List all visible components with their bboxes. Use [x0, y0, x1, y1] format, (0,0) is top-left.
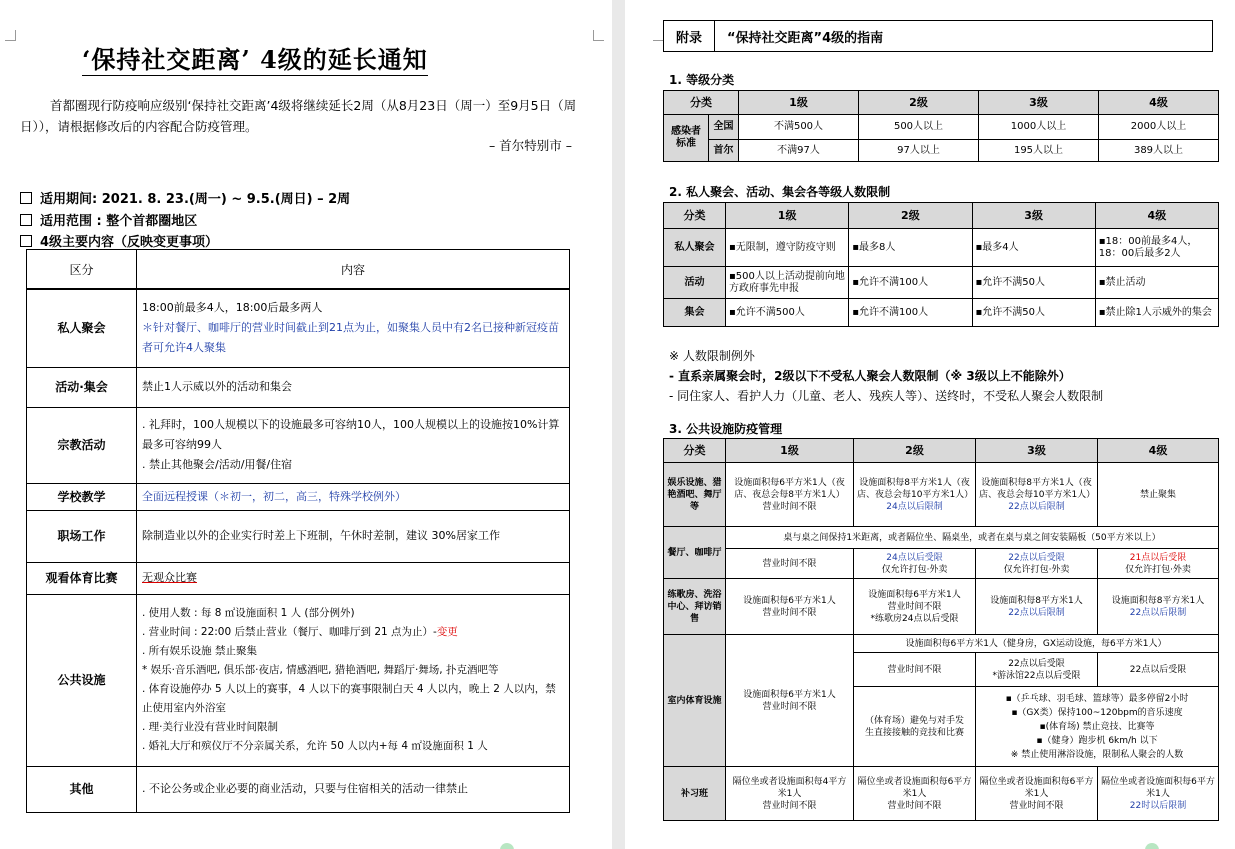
cell-line: 设施面积每8平方米1人（夜店、夜总会每10平方米1人）	[979, 477, 1096, 500]
section-title-gathering-limits: 2. 私人聚会、活动、集会各等级人数限制	[669, 185, 891, 199]
checkbox-icon	[20, 192, 32, 204]
table-header: 分类	[664, 91, 739, 115]
table-cell	[726, 579, 854, 635]
table-header: 1级	[726, 439, 854, 463]
cell-line: 22点以后限制	[1008, 501, 1065, 512]
table-header: 2级	[859, 91, 979, 115]
cell-line: 营业时间不限	[762, 501, 817, 512]
cell-line: ▪(体育场) 禁止竞技、比赛等	[1039, 721, 1155, 732]
table-header: 分类	[664, 439, 726, 463]
cell-line: 设施面积每8平方米1人（夜店、夜总会每10平方米1人）	[857, 477, 974, 500]
row-label: 娱乐设施、猎艳酒吧、舞厅等	[664, 463, 726, 527]
table-cell: ▪禁止活动	[1095, 267, 1218, 299]
row-content	[137, 407, 570, 483]
note-exception: ※ 人数限制例外	[669, 349, 755, 363]
table-header-category: 区分	[27, 250, 137, 290]
cell-line: 22点以后限制	[1008, 607, 1065, 618]
intro-paragraph: 首都圈现行防疫响应级别‘保持社交距离’4级将继续延长2周（从8月23日（周一）至9月5日（周日）），请根据修改后的内容配合防疫管理。	[20, 98, 577, 134]
note-household: - 同住家人、看护人力（儿童、老人、残疾人等）、送终时，不受私人聚会人数限制	[669, 389, 1104, 403]
cell-line: ※ 禁止使用淋浴设施，限制私人聚会的人数	[1010, 749, 1184, 760]
bullet-contents: 4级主要内容（反映变更事项）	[20, 231, 218, 250]
appendix-header	[663, 20, 1213, 52]
table-cell	[854, 549, 976, 579]
content-line: . 所有娱乐设施 禁止聚集	[142, 645, 258, 657]
table-cell: 195人以上	[979, 140, 1099, 162]
cell-line: 24点以后限制	[886, 501, 943, 512]
row-label: 集会	[664, 299, 726, 327]
table-cell: 97人以上	[859, 140, 979, 162]
cell-line: 隔位坐或者设施面积每6平方米1人	[1101, 776, 1215, 799]
cell-line: 隔位坐或者设施面积每4平方米1人	[732, 776, 847, 799]
corner-mark	[5, 30, 16, 41]
table-header: 4级	[1095, 203, 1218, 229]
table-cell: 营业时间不限	[854, 653, 976, 687]
table-cell: ▪允许不满100人	[849, 267, 972, 299]
table-cell	[976, 687, 1219, 767]
signature: – 首尔特别市 –	[489, 138, 572, 153]
table-cell: 389人以上	[1099, 140, 1219, 162]
table-cell: 500人以上	[859, 115, 979, 140]
table-cell: 22点以后受限	[1098, 653, 1219, 687]
table-cell	[854, 767, 976, 821]
cell-line: 设施面积每6平方米1人（夜店、夜总会每8平方米1人）	[734, 477, 845, 500]
document-page-2	[625, 0, 1235, 849]
table-cell: ▪允许不满50人	[972, 267, 1095, 299]
table-cell	[726, 463, 854, 527]
table-cell: ▪最多8人	[849, 229, 972, 267]
table-header: 1级	[726, 203, 849, 229]
table-row	[27, 483, 570, 510]
table-header: 4级	[1098, 439, 1219, 463]
content-line: * 娱乐·音乐酒吧, 俱乐部·夜店, 情感酒吧, 猎艳酒吧, 舞蹈厅·舞场, 扑克酒吧等	[142, 664, 499, 676]
content-line: . 禁止其他聚会/活动/用餐/住宿	[142, 458, 293, 471]
table-cell: 桌与桌之间保持1米距离，或者隔位坐、隔桌坐，或者在桌与桌之间安装隔板（50平方米以上）	[726, 527, 1219, 549]
cell-line: 营业时间不限	[762, 800, 817, 811]
bullet-period: 适用期间: 2021. 8. 23.(周一) ~ 9.5.(周日) – 2周	[20, 188, 350, 207]
appendix-title: “保持社交距离”4级的指南	[727, 30, 884, 46]
changed-tag: 变更	[436, 626, 458, 638]
cell-line: 营业时间不限	[762, 607, 817, 618]
row-content: 除制造业以外的企业实行时差上下班制，午休时差制，建议 30%居家工作	[137, 510, 570, 562]
row-category: 其他	[27, 766, 137, 812]
table-cell	[976, 579, 1098, 635]
content-line: 18:00前最多4人，18:00后最多两人	[142, 301, 323, 315]
cell-line: 设施面积每8平方米1人	[1111, 595, 1205, 606]
table-cell	[854, 463, 976, 527]
table-cell	[1098, 579, 1219, 635]
table-header-content: 内容	[137, 250, 570, 290]
note-family: - 直系亲属聚会时，2级以下不受私人聚会人数限制（※ 3级以上不能除外）	[669, 369, 1071, 383]
table-row	[27, 367, 570, 407]
cell-line: ▪（乒乓球、羽毛球、篮球等）最多停留2小时	[1005, 693, 1189, 704]
page-title: ‘保持社交距离’ 4级的延长通知	[82, 45, 428, 74]
table-row	[27, 562, 570, 594]
table-header: 3级	[976, 439, 1098, 463]
row-category: 公共设施	[27, 594, 137, 766]
table-cell	[976, 653, 1098, 687]
document-page-1	[0, 0, 612, 849]
cell-line: 21点以后受限	[1129, 552, 1187, 563]
row-content: . 不论公务或企业必要的商业活动，只要与住宿相关的活动一律禁止	[137, 766, 570, 812]
content-line: . 体育设施停办 5 人以上的赛事，4 人以下的赛事限制白天 4 人以内，晚上 2 人以内，禁止使用室内外浴室	[142, 683, 556, 714]
cell-line: 仅允许打包·外卖	[1003, 564, 1070, 575]
row-label: 活动	[664, 267, 726, 299]
cell-line: 24点以后受限	[886, 552, 943, 563]
table-header: 4级	[1099, 91, 1219, 115]
cell-line: 设施面积每6平方米1人	[743, 595, 836, 606]
table-header: 1级	[739, 91, 859, 115]
cell-line: 营业时间不限	[762, 701, 817, 712]
table-cell: 不满500人	[739, 115, 859, 140]
content-line: ＊针对餐厅、咖啡厅的营业时间截止到21点为止，如聚集人员中有2名已接种新冠疫苗者可允许4人聚集	[142, 321, 559, 355]
row-category: 宗教活动	[27, 407, 137, 483]
table-cell: 2000人以上	[1099, 115, 1219, 140]
table-row	[27, 289, 570, 367]
table-header: 3级	[979, 91, 1099, 115]
checkbox-icon	[20, 235, 32, 247]
table-cell: 营业时间不限	[726, 549, 854, 579]
table-header: 3级	[972, 203, 1095, 229]
row-category: 私人聚会	[27, 289, 137, 367]
table-header: 分类	[664, 203, 726, 229]
table-cell: ▪禁止除1人示威外的集会	[1095, 299, 1218, 327]
table-cell: ▪最多4人	[972, 229, 1095, 267]
cell-line: 营业时间不限	[887, 601, 942, 612]
table-cell: ▪允许不满100人	[849, 299, 972, 327]
table-cell: 1000人以上	[979, 115, 1099, 140]
row-label: 补习班	[664, 767, 726, 821]
bullet-scope: 适用范围 : 整个首都圈地区	[20, 210, 197, 229]
section-title-levels: 1. 等级分类	[669, 73, 735, 87]
table-cell: 禁止聚集	[1098, 463, 1219, 527]
row-content: 禁止1人示威以外的活动和集会	[137, 367, 570, 407]
table-cell: ▪允许不满500人	[726, 299, 849, 327]
row-category: 活动·集会	[27, 367, 137, 407]
table-cell: ▪无限制，遵守防疫守则	[726, 229, 849, 267]
table-cell: ▪500人以上活动提前向地方政府事先申报	[726, 267, 849, 299]
checkbox-icon	[20, 214, 32, 226]
table-row	[27, 594, 570, 766]
row-label: 私人聚会	[664, 229, 726, 267]
table-cell: （体育场）避免与对手发生直接接触的竞技和比赛	[854, 687, 976, 767]
content-line: . 使用人数 : 每 8 ㎡设施面积 1 人 (部分例外)	[142, 607, 355, 619]
cell-line: 设施面积每8平方米1人	[990, 595, 1083, 606]
cell-line: ▪（GX类）保持100~120bpm的音乐速度	[1011, 707, 1183, 718]
corner-mark	[593, 30, 604, 41]
row-content: 全面远程授课（＊初一，初二，高三，特殊学校例外）	[137, 483, 570, 510]
cell-line: 营业时间不限	[1009, 800, 1064, 811]
row-label: 全国	[709, 115, 739, 140]
row-category: 学校教学	[27, 483, 137, 510]
gathering-limit-table	[663, 202, 1219, 327]
cell-line: ▪（健身）跑步机 6km/h 以下	[1036, 735, 1158, 746]
content-line: . 婚礼大厅和殡仪厅不分亲属关系，允许 50 人以内+每 4 ㎡设施面积 1 人	[142, 740, 488, 752]
row-group-label: 感染者标准	[664, 115, 709, 162]
cell-line: 设施面积每6平方米1人	[868, 589, 961, 600]
table-header: 2级	[854, 439, 976, 463]
table-cell	[726, 767, 854, 821]
table-row	[27, 407, 570, 483]
appendix-label: 附录	[664, 21, 715, 51]
table-row	[27, 766, 570, 812]
row-label: 练歌房、洗浴中心、拜访销售	[664, 579, 726, 635]
content-line: . 营业时间 : 22:00 后禁止营业（餐厅、咖啡厅到 21 点为止）-变更	[142, 626, 458, 638]
table-cell	[854, 579, 976, 635]
row-category: 观看体育比赛	[27, 562, 137, 594]
table-cell: ▪允许不满50人	[972, 299, 1095, 327]
table-cell	[1098, 767, 1219, 821]
row-label: 首尔	[709, 140, 739, 162]
level-classification-table	[663, 90, 1219, 162]
table-cell	[976, 767, 1098, 821]
cell-line: 营业时间不限	[887, 800, 942, 811]
page-indicator	[1145, 843, 1159, 849]
row-content	[137, 289, 570, 367]
content-line: . 礼拜时，100人规模以下的设施最多可容纳10人，100人规模以上的设施按10%计算最多可容纳99人	[142, 418, 560, 451]
section-title-facilities: 3. 公共设施防疫管理	[669, 422, 783, 436]
table-header: 2级	[849, 203, 972, 229]
table-row	[27, 510, 570, 562]
content-line: . 理·美行业没有营业时间限制	[142, 721, 279, 733]
facility-table	[663, 438, 1219, 821]
table-cell	[1098, 549, 1219, 579]
row-content: 无观众比赛	[137, 562, 570, 594]
cell-line: 隔位坐或者设施面积每6平方米1人	[979, 776, 1094, 799]
row-content	[137, 594, 570, 766]
table-cell	[726, 635, 854, 767]
cell-line: 隔位坐或者设施面积每6平方米1人	[857, 776, 972, 799]
row-category: 职场工作	[27, 510, 137, 562]
cell-line: 22时以后限制	[1129, 800, 1187, 811]
page-indicator	[500, 843, 514, 849]
table-cell: ▪18：00前最多4人，18：00后最多2人	[1095, 229, 1218, 267]
cell-line: 仅允许打包·外卖	[881, 564, 948, 575]
cell-line: *游泳馆22点以后受限	[992, 670, 1081, 681]
table-cell	[976, 549, 1098, 579]
table-cell	[976, 463, 1098, 527]
row-label: 餐厅、咖啡厅	[664, 527, 726, 579]
cell-line: 22点以后受限	[1008, 552, 1065, 563]
cell-line: 仅允许打包·外卖	[1125, 564, 1191, 575]
row-label: 室内体育设施	[664, 635, 726, 767]
level4-main-table	[26, 249, 570, 813]
table-cell: 不满97人	[739, 140, 859, 162]
cell-line: 22点以后限制	[1129, 607, 1187, 618]
cell-line: 设施面积每6平方米1人	[743, 689, 836, 700]
cell-line: *练歌房24点以后受限	[870, 613, 959, 624]
cell-line: 22点以后受限	[1008, 658, 1065, 669]
table-cell: 设施面积每6平方米1人（健身房，GX运动设施，每6平方米1人）	[854, 635, 1219, 653]
